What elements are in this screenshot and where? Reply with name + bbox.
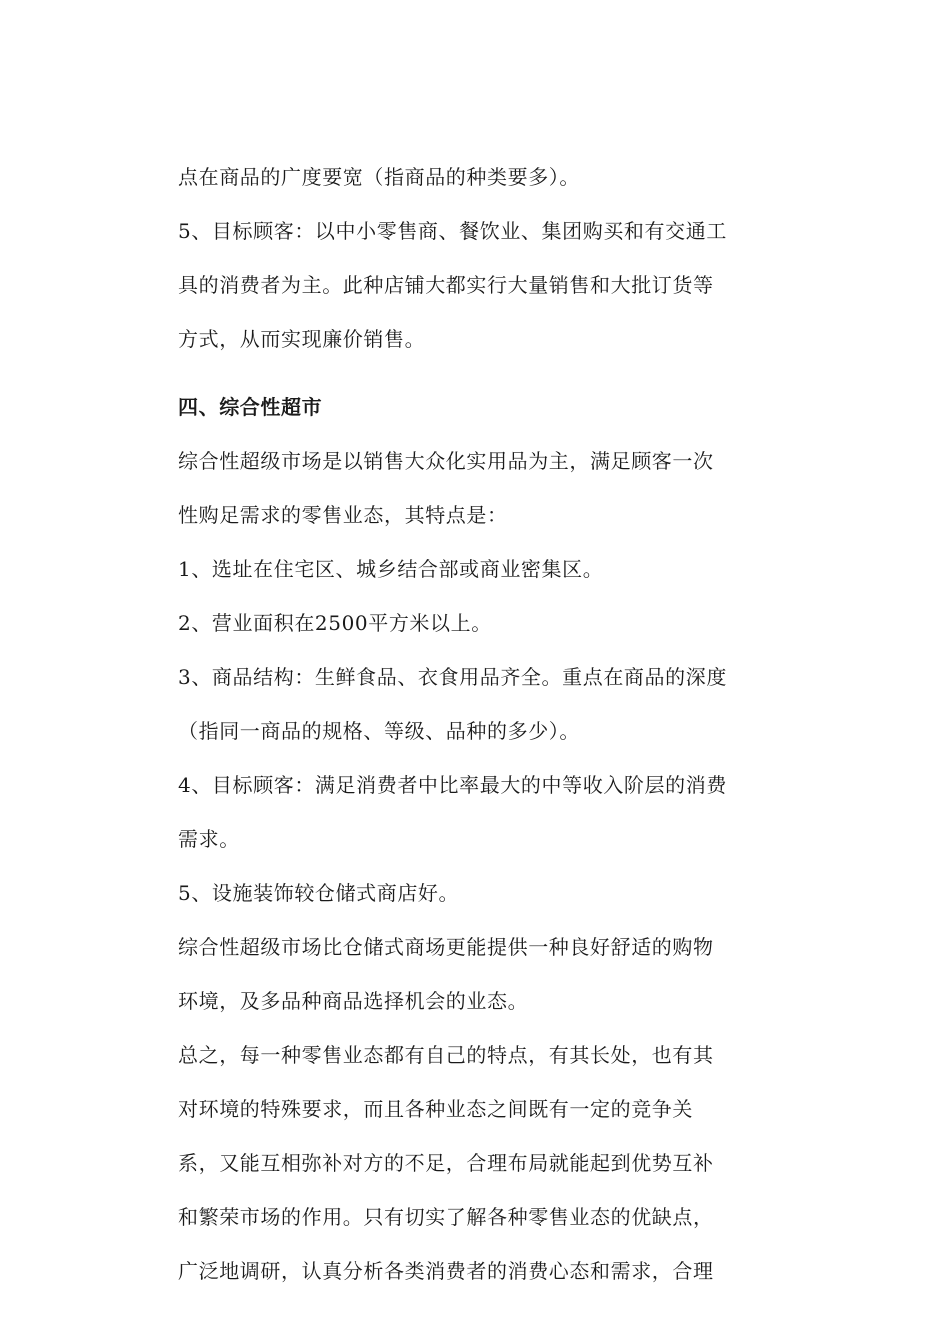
text-line: 系，又能互相弥补对方的不足，合理布局就能起到优势互补 xyxy=(178,1151,714,1175)
text-line: 方式，从而实现廉价销售。 xyxy=(178,327,426,351)
text-line: 2、营业面积在2500平方米以上。 xyxy=(178,611,492,635)
section-heading: 四、综合性超市 xyxy=(178,395,323,419)
text-line: 性购足需求的零售业态，其特点是： xyxy=(178,503,508,527)
document-body xyxy=(178,150,788,1298)
text-line: 综合性超级市场比仓储式商场更能提供一种良好舒适的购物 xyxy=(178,935,714,959)
text-line: 3、商品结构：生鲜食品、衣食用品齐全。重点在商品的深度 xyxy=(178,665,727,689)
text-line: 广泛地调研，认真分析各类消费者的消费心态和需求，合理 xyxy=(178,1259,714,1283)
text-line: 综合性超级市场是以销售大众化实用品为主，满足顾客一次 xyxy=(178,449,714,473)
text-line: 点在商品的广度要宽（指商品的种类要多）。 xyxy=(178,165,580,189)
text-line: 需求。 xyxy=(178,827,240,851)
text-line: （指同一商品的规格、等级、品种的多少）。 xyxy=(178,719,580,743)
text-line: 具的消费者为主。此种店铺大都实行大量销售和大批订货等 xyxy=(178,273,714,297)
text-line: 和繁荣市场的作用。只有切实了解各种零售业态的优缺点， xyxy=(178,1205,714,1229)
text-line: 对环境的特殊要求，而且各种业态之间既有一定的竞争关 xyxy=(178,1097,693,1121)
text-line: 5、目标顾客：以中小零售商、餐饮业、集团购买和有交通工 xyxy=(178,219,727,243)
text-line: 环境，及多品种商品选择机会的业态。 xyxy=(178,989,529,1013)
text-line: 总之，每一种零售业态都有自己的特点，有其长处，也有其 xyxy=(178,1043,714,1067)
text-line: 5、设施装饰较仓储式商店好。 xyxy=(178,881,460,905)
section-gap xyxy=(178,366,788,380)
text-line: 1、选址在住宅区、城乡结合部或商业密集区。 xyxy=(178,557,604,581)
text-line: 4、目标顾客：满足消费者中比率最大的中等收入阶层的消费 xyxy=(178,773,727,797)
